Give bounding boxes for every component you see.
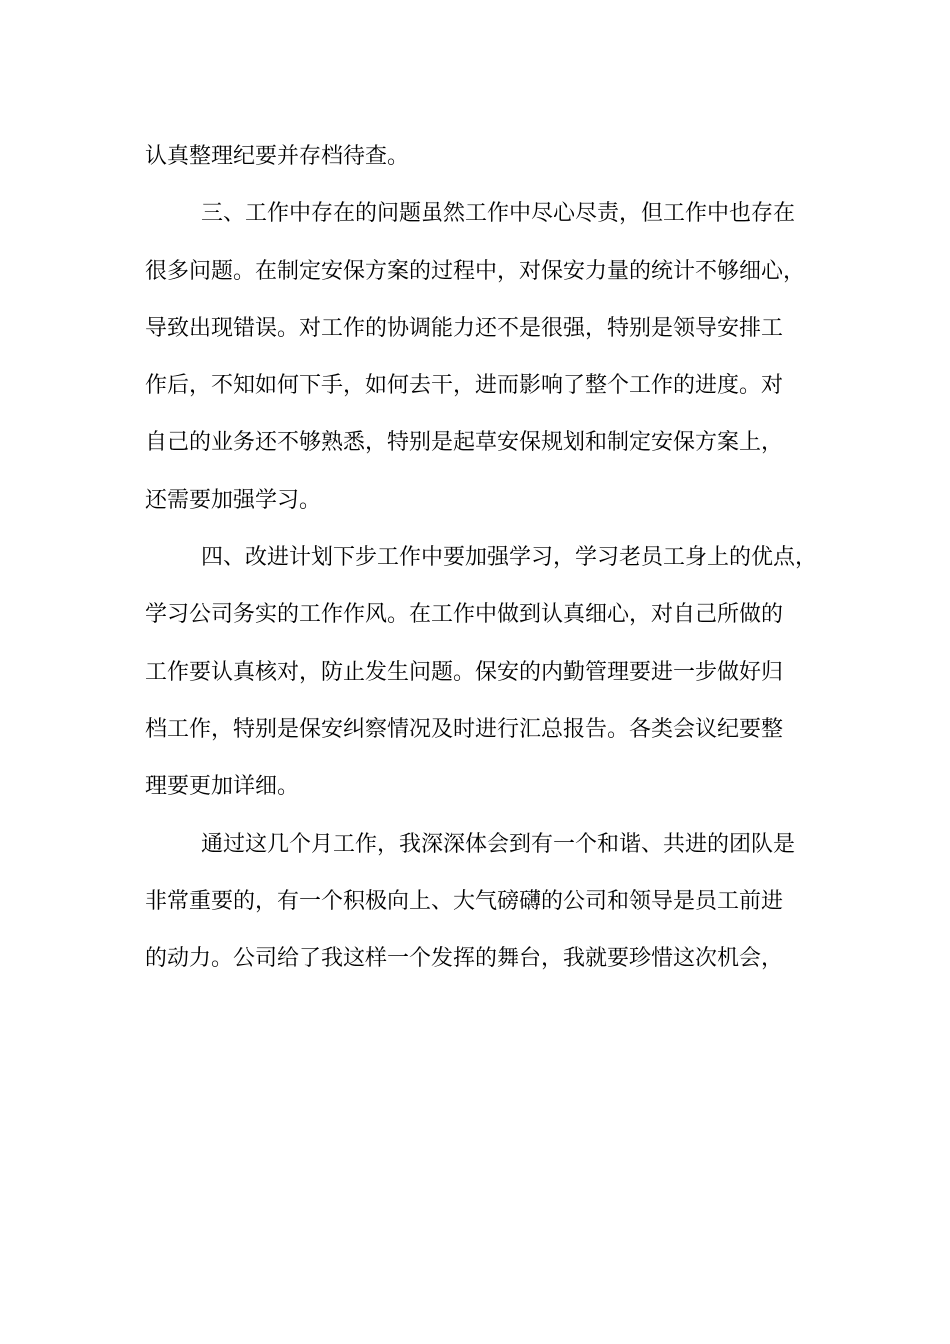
text-line: 档工作，特别是保安纠察情况及时进行汇总报告。各类会议纪要整 [145,716,784,742]
paragraph-start-line: 通过这几个月工作，我深深体会到有一个和谐、共进的团队是 [201,831,796,857]
text-line: 还需要加强学习。 [145,487,322,513]
text-line: 作后，不知如何下手，如何去干，进而影响了整个工作的进度。对 [145,373,784,399]
paragraph-start-line: 四、改进计划下步工作中要加强学习，学习老员工身上的优点， [201,545,818,571]
text-line: 很多问题。在制定安保方案的过程中，对保安力量的统计不够细心， [145,258,806,284]
text-line: 导致出现错误。对工作的协调能力还不是很强，特别是领导安排工 [145,315,784,341]
text-line: 自己的业务还不够熟悉，特别是起草安保规划和制定安保方案上， [145,430,784,456]
text-line: 学习公司务实的工作作风。在工作中做到认真细心，对自己所做的 [145,602,784,628]
document-body [145,128,835,987]
text-line: 认真整理纪要并存档待查。 [145,144,410,169]
text-line: 理要更加详细。 [145,774,300,800]
text-line: 非常重要的，有一个积极向上、大气磅礴的公司和领导是员工前进 [145,888,784,914]
text-line: 的动力。公司给了我这样一个发挥的舞台，我就要珍惜这次机会， [145,946,784,972]
paragraph-start-line: 三、工作中存在的问题虽然工作中尽心尽责，但工作中也存在 [201,201,796,227]
text-line: 工作要认真核对，防止发生问题。保安的内勤管理要进一步做好归 [145,659,784,685]
